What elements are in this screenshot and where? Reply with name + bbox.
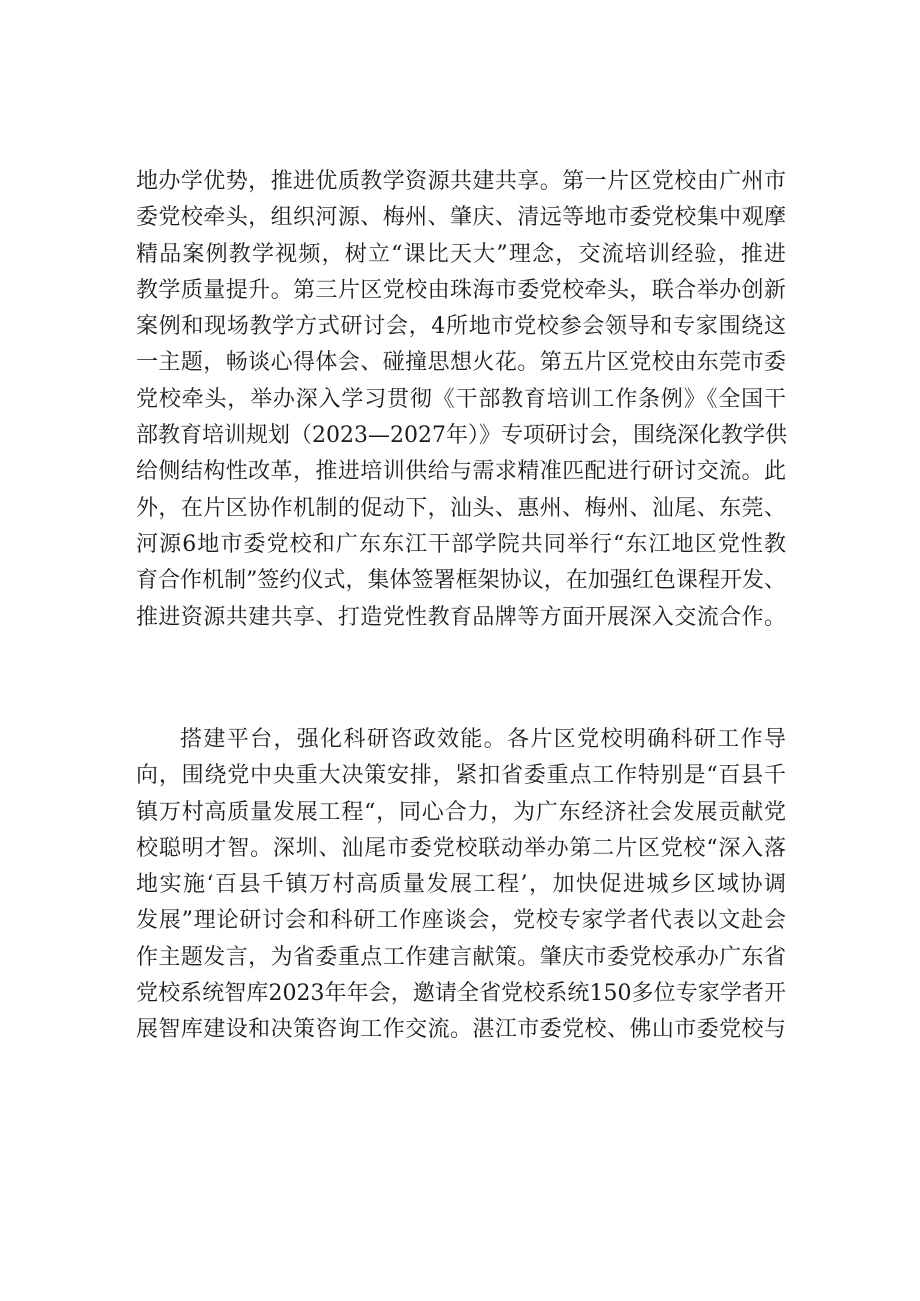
paragraph-line: 育合作机制”签约仪式，集体签署框架协议，在加强红色课程开发、 [136,568,786,594]
paragraph-line: 地办学优势，推进优质教学资源共建共享。第一片区党校由广州市 [136,169,786,194]
paragraph-line: 向，围绕党中央重大决策安排，紧扣省委重点工作特别是“百县千 [136,763,786,789]
paragraph-line: 校聪明才智。深圳、汕尾市委党校联动举办第二片区党校“深入落 [136,835,786,861]
paragraph-line: 委党校牵头，组织河源、梅州、肇庆、清远等地市委党校集中观摩 [136,205,786,231]
paragraph-2 [136,722,786,1049]
paragraph-line: 地实施‘百县千镇万村高质量发展工程’，加快促进城乡区域协调 [136,872,786,898]
paragraph-line: 党校系统智库2023年年会，邀请全省党校系统150多位专家学者开 [136,981,786,1007]
paragraph-line: 党校牵头，举办深入学习贯彻《干部教育培训工作条例》《全国干 [136,386,786,412]
paragraph-line: 外，在片区协作机制的促动下，汕头、惠州、梅州、汕尾、东莞、 [136,495,786,521]
paragraph-line: 部教育培训规划（2023—2027年）》专项研讨会，围绕深化教学供 [136,423,787,449]
paragraph-line: 精品案例教学视频，树立“课比天大”理念，交流培训经验，推进 [136,241,786,267]
paragraph-line: 推进资源共建共享、打造党性教育品牌等方面开展深入交流合作。 [136,604,786,630]
paragraph-line: 搭建平台，强化科研咨政效能。各片区党校明确科研工作导 [180,727,786,752]
paragraph-line: 发展”理论研讨会和科研工作座谈会，党校专家学者代表以文赴会 [136,908,786,934]
paragraph-1 [136,164,786,636]
paragraph-line: 教学质量提升。第三片区党校由珠海市委党校牵头，联合举办创新 [136,277,786,303]
paragraph-line: 案例和现场教学方式研讨会，4所地市党校参会领导和专家围绕这 [136,314,786,340]
paragraph-line: 作主题发言，为省委重点工作建言献策。肇庆市委党校承办广东省 [136,944,786,970]
paragraph-line: 给侧结构性改革，推进培训供给与需求精准匹配进行研讨交流。此 [136,459,786,485]
paragraph-line: 一主题，畅谈心得体会、碰撞思想火花。第五片区党校由东莞市委 [136,350,786,376]
paragraph-line: 河源6地市委党校和广东东江干部学院共同举行“东江地区党性教 [136,531,786,557]
paragraph-line: 展智库建设和决策咨询工作交流。湛江市委党校、佛山市委党校与 [136,1017,786,1043]
paragraph-line: 镇万村高质量发展工程“，同心合力，为广东经济社会发展贡献党 [136,799,786,825]
